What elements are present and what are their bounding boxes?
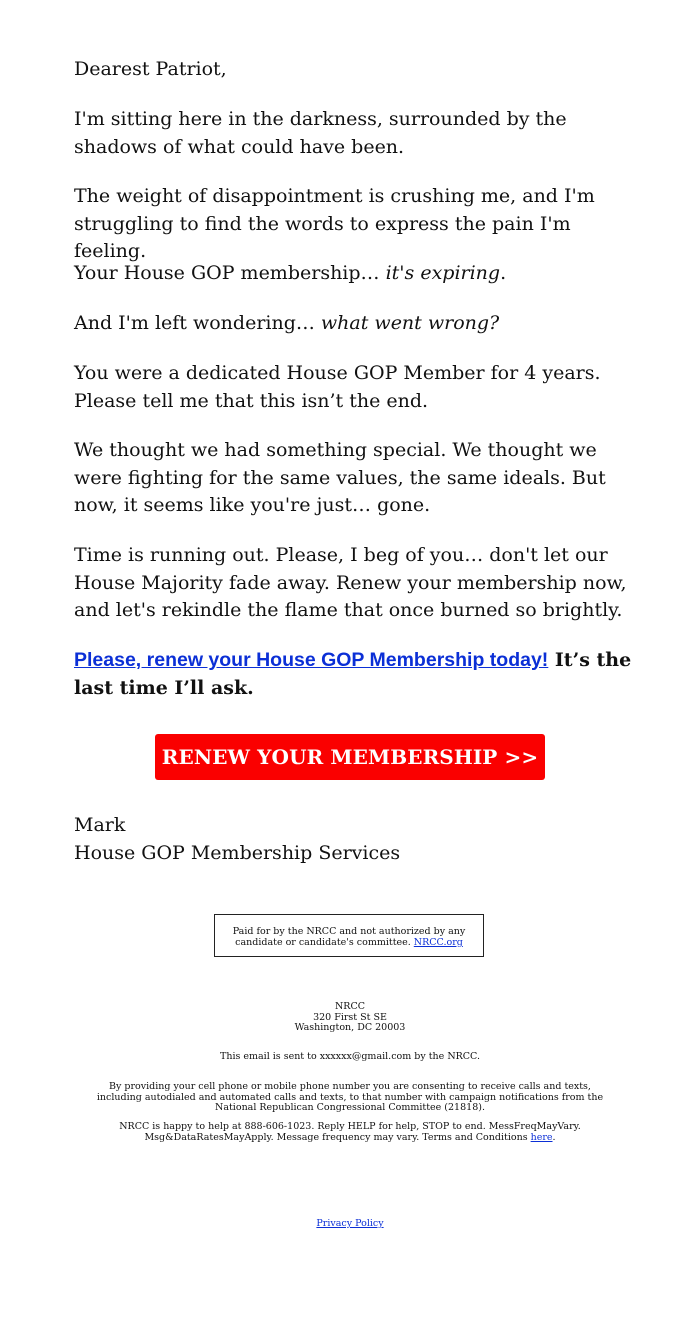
terms-link[interactable]: here: [530, 1131, 553, 1143]
footer-address: [90, 1002, 610, 1034]
footer-help-text: NRCC is happy to help at 888-606-1023. Reply HELP for help, STOP to end. MessFreqMayVary. Msg&DataRatesMayApply. Message frequency may vary. Terms and Conditions: [119, 1121, 581, 1143]
paragraph-1: I'm sitting here in the darkness, surrounded by the shadows of what could have been.: [74, 108, 567, 158]
footer-help-end: .: [552, 1131, 556, 1143]
paragraph-3-emphasis: it's expiring: [385, 262, 501, 284]
footer-city: Washington, DC 20003: [294, 1022, 406, 1033]
renew-membership-button[interactable]: RENEW YOUR MEMBERSHIP >>: [155, 734, 545, 780]
paragraph-7: Time is running out. Please, I beg of you… don't let our House Majority fade away. Renew your membership now, and let's rekindle the flame that once burned so brightly.: [74, 544, 627, 621]
paragraph-4-emphasis: what went wrong?: [320, 312, 500, 334]
paragraph-4: [74, 310, 634, 338]
footer-sent-to: This email is sent to xxxxxx@gmail.com by the NRCC.: [219, 1051, 481, 1062]
paragraph-5: You were a dedicated House GOP Member for 4 years. Please tell me that this isn’t the end.: [74, 362, 601, 412]
paragraph-3-text: Your House GOP membership…: [74, 262, 386, 284]
signature-title: House GOP Membership Services: [74, 841, 401, 864]
footer-privacy: [90, 1219, 610, 1230]
privacy-policy-link[interactable]: Privacy Policy: [316, 1218, 384, 1229]
signature: [74, 812, 400, 867]
paragraph-6: We thought we had something special. We thought we were fighting for the same values, the same ideals. But now, it seems like you're just… gone.: [74, 439, 606, 516]
greeting: Dearest Patriot,: [74, 58, 227, 80]
paid-for-disclaimer-box: [214, 914, 484, 957]
footer-help: [90, 1122, 610, 1143]
footer-consent: By providing your cell phone or mobile phone number you are consenting to receive calls and texts, including autodialed and automated calls and texts, to that number with campaign notifications from the National Republican Congressional Committee (21818).: [96, 1081, 604, 1113]
cta-closing-text: It’s the last time I’ll ask.: [74, 649, 632, 699]
paragraph-3: [74, 260, 634, 288]
footer-street: 320 First St SE: [313, 1011, 387, 1023]
footer-org-name: NRCC: [334, 1001, 365, 1012]
signature-name: Mark: [74, 814, 126, 836]
paragraph-4-text: And I'm left wondering…: [74, 312, 321, 334]
cta-paragraph: [74, 647, 634, 702]
renew-membership-link[interactable]: Please, renew your House GOP Membership today!: [74, 649, 549, 671]
disclaimer-text: Paid for by the NRCC and not authorized by any candidate or candidate's committee.: [232, 926, 466, 948]
nrcc-website-link[interactable]: NRCC.org: [413, 937, 463, 948]
paragraph-3-end: .: [500, 262, 507, 284]
paragraph-2: The weight of disappointment is crushing me, and I'm struggling to find the words to express the pain I'm feeling.: [74, 185, 595, 262]
